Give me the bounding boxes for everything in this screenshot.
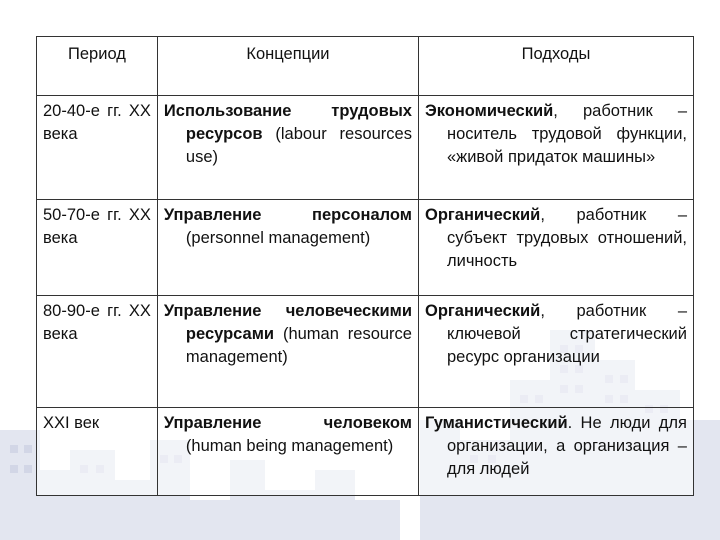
table-row — [37, 296, 694, 408]
period-cell: 80-90-е гг. XX века — [37, 296, 158, 408]
concept-cell — [157, 296, 418, 408]
concept-english: (human being management) — [185, 437, 394, 455]
period-cell: 50-70-е гг. XX века — [37, 200, 158, 296]
period-cell: 20-40-е гг. XX века — [37, 96, 158, 200]
table-row — [37, 408, 694, 496]
table-row — [37, 200, 694, 296]
approach-description: , работник – носитель трудовой функции, «живой придаток машины» — [446, 102, 687, 166]
concept-english: (labour resources use) — [185, 125, 412, 166]
concept-cell — [157, 408, 418, 496]
concept-cell — [157, 96, 418, 200]
header-approaches: Подходы — [418, 37, 693, 96]
approach-description: . Не люди для организации, а организация – для людей — [446, 414, 687, 478]
header-concepts: Концепции — [157, 37, 418, 96]
concepts-table — [36, 36, 694, 496]
concept-english: (personnel management) — [185, 229, 371, 247]
concept-name: Управление человеческими ресурсами — [163, 302, 412, 343]
period-cell: XXI век — [37, 408, 158, 496]
approach-cell — [418, 408, 693, 496]
table-header-row — [37, 37, 694, 96]
approach-name: Экономический — [424, 102, 554, 120]
concept-name: Управление персоналом — [163, 206, 412, 224]
approach-cell — [418, 296, 693, 408]
concept-name: Использование трудовых ресурсов — [163, 102, 412, 143]
approach-description: , работник – субъект трудовых отношений, личность — [446, 206, 687, 270]
approach-description: , работник – ключевой стратегический ресурс организации — [446, 302, 687, 366]
approach-name: Гуманистический — [424, 414, 568, 432]
header-period: Период — [37, 37, 158, 96]
concept-cell — [157, 200, 418, 296]
concept-name: Управление человеком — [163, 414, 412, 432]
concept-english: (human resource management) — [185, 325, 412, 366]
approach-name: Органический — [424, 302, 541, 320]
approach-cell — [418, 200, 693, 296]
table-row — [37, 96, 694, 200]
approach-name: Органический — [424, 206, 541, 224]
approach-cell — [418, 96, 693, 200]
